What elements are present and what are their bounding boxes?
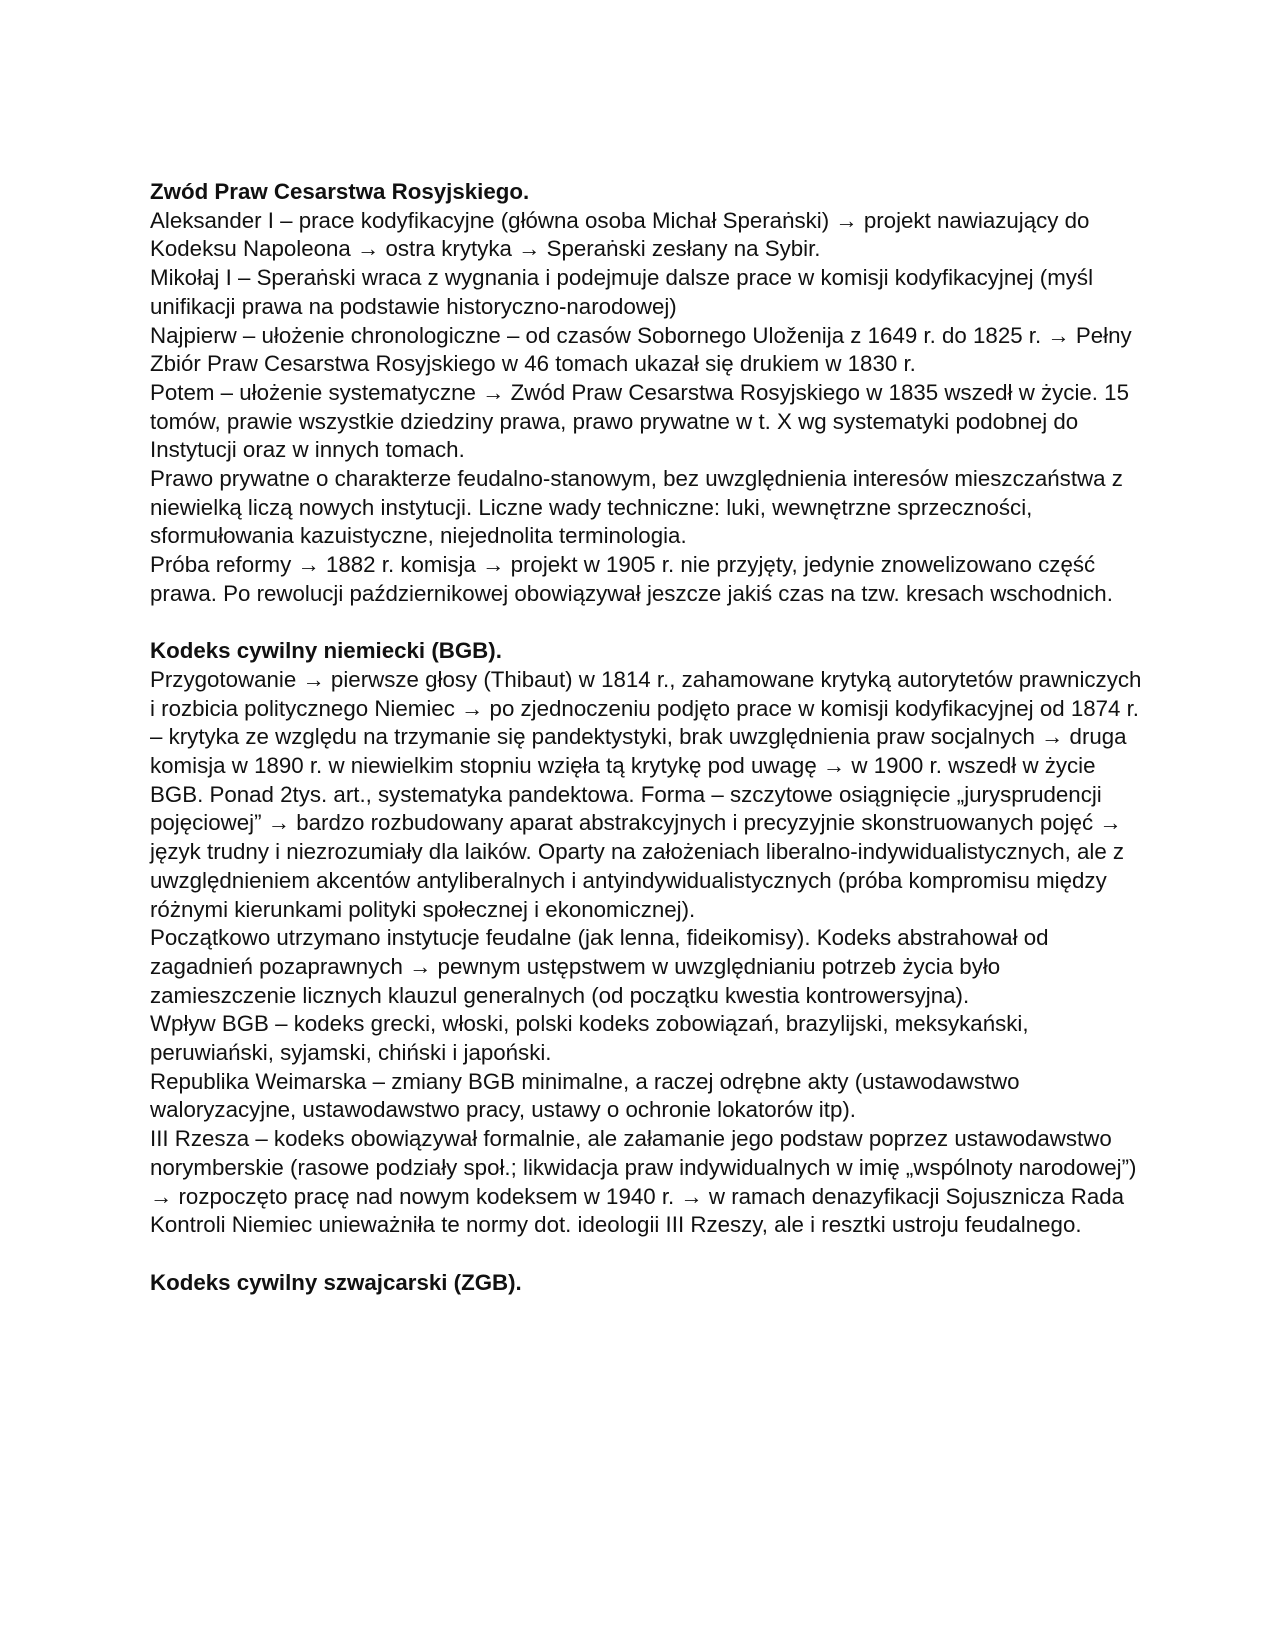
paragraph: Mikołaj I – Speraṅski wraca z wygnania i podejmuje dalsze prace w komisji kodyfikacyjnej (myśl unifikacji prawa na podstawie historyczno-narodowej) <box>150 265 1094 319</box>
paragraph: Próba reformy → 1882 r. komisja → projekt w 1905 r. nie przyjęty, jedynie znowelizowano część prawa. Po rewolucji październikowej obowiązywał jeszcze jakiś czas na tzw. kresach wschodnich. <box>150 552 1113 606</box>
section-swiss-zgb <box>150 1269 1150 1298</box>
document-page <box>150 178 1150 1297</box>
paragraph: Przygotowanie → pierwsze głosy (Thibaut) w 1814 r., zahamowane krytyką autorytetów prawniczych i rozbicia politycznego Niemiec → po zjednoczeniu podjęto prace w komisji kodyfikacyjnej od 1874 r. – krytyka ze względu na trzymanie się pandektystyki, brak uwzględnienia praw socjalnych → druga komisja w 1890 r. w niewielkim stopniu wzięła tą krytykę pod uwagę → w 1900 r. wszedł w życie BGB. Ponad 2tys. art., systematyka pandektowa. Forma – szczytowe osiągnięcie „jurysprudencji pojęciowej” → bardzo rozbudowany aparat abstrakcyjnych i precyzyjnie skonstruowanych pojęć → język trudny i niezrozumiały dla laików. Oparty na założeniach liberalno-indywidualistycznych, ale z uwzględnieniem akcentów antyliberalnych i antyindywidualistycznych (próba kompromisu między różnymi kierunkami polityki społecznej i ekonomicznej). <box>150 666 1142 922</box>
section-heading: Zwód Praw Cesarstwa Rosyjskiego. <box>150 179 530 204</box>
section-russian-code <box>150 178 1150 609</box>
paragraph: Aleksander I – prace kodyfikacyjne (główna osoba Michał Speraṅski) → projekt nawiazujący do Kodeksu Napoleona → ostra krytyka → Speraṅski zesłany na Sybir. <box>150 207 1090 262</box>
paragraph: Początkowo utrzymano instytucje feudalne (jak lenna, fideikomisy). Kodeks abstrahował od zagadnień pozaprawnych → pewnym ustępstwem w uwzględnianiu potrzeb życia było zamieszczenie licznych klauzul generalnych (od początku kwestia kontrowersyjna). <box>150 925 1049 1008</box>
section-heading: Kodeks cywilny szwajcarski (ZGB). <box>150 1269 522 1295</box>
section-german-bgb <box>150 637 1150 1240</box>
paragraph: Wpływ BGB – kodeks grecki, włoski, polski kodeks zobowiązań, brazylijski, meksykański, peruwiański, syjamski, chiński i japoński. <box>150 1011 1029 1066</box>
section-spacer <box>150 1240 1150 1269</box>
paragraph: Prawo prywatne o charakterze feudalno-stanowym, bez uwzględnienia interesów mieszczaństwa z niewielką liczą nowych instytucji. Liczne wady techniczne: luki, wewnętrzne sprzeczności, sformułowania kazuistyczne, niejednolita terminologia. <box>150 466 1123 549</box>
paragraph: III Rzesza – kodeks obowiązywał formalnie, ale załamanie jego podstaw poprzez ustawodawstwo norymberskie (rasowe podziały społ.; likwidacja praw indywidualnych w imię „wspólnoty narodowej”) → rozpoczęto pracę nad nowym kodeksem w 1940 r. → w ramach denazyfikacji Sojusznicza Rada Kontroli Niemiec unieważniła te normy dot. ideologii III Rzeszy, ale i resztki ustroju feudalnego. <box>150 1126 1137 1238</box>
paragraph: Najpierw – ułożenie chronologiczne – od czasów Sobornego Uloženija z 1649 r. do 1825 r. → Pełny Zbiór Praw Cesarstwa Rosyjskiego w 46 tomach ukazał się drukiem w 1830 r. <box>150 322 1132 377</box>
section-spacer <box>150 609 1150 638</box>
paragraph: Republika Weimarska – zmiany BGB minimalne, a raczej odrębne akty (ustawodawstwo waloryzacyjne, ustawodawstwo pracy, ustawy o ochronie lokatorów itp). <box>150 1068 1020 1123</box>
section-heading: Kodeks cywilny niemiecki (BGB). <box>150 638 502 664</box>
paragraph: Potem – ułożenie systematyczne → Zwód Praw Cesarstwa Rosyjskiego w 1835 wszedł w życie. 15 tomów, prawie wszystkie dziedziny prawa, prawo prywatne w t. X wg systematyki podobnej do Instytucji oraz w innych tomach. <box>150 379 1129 463</box>
